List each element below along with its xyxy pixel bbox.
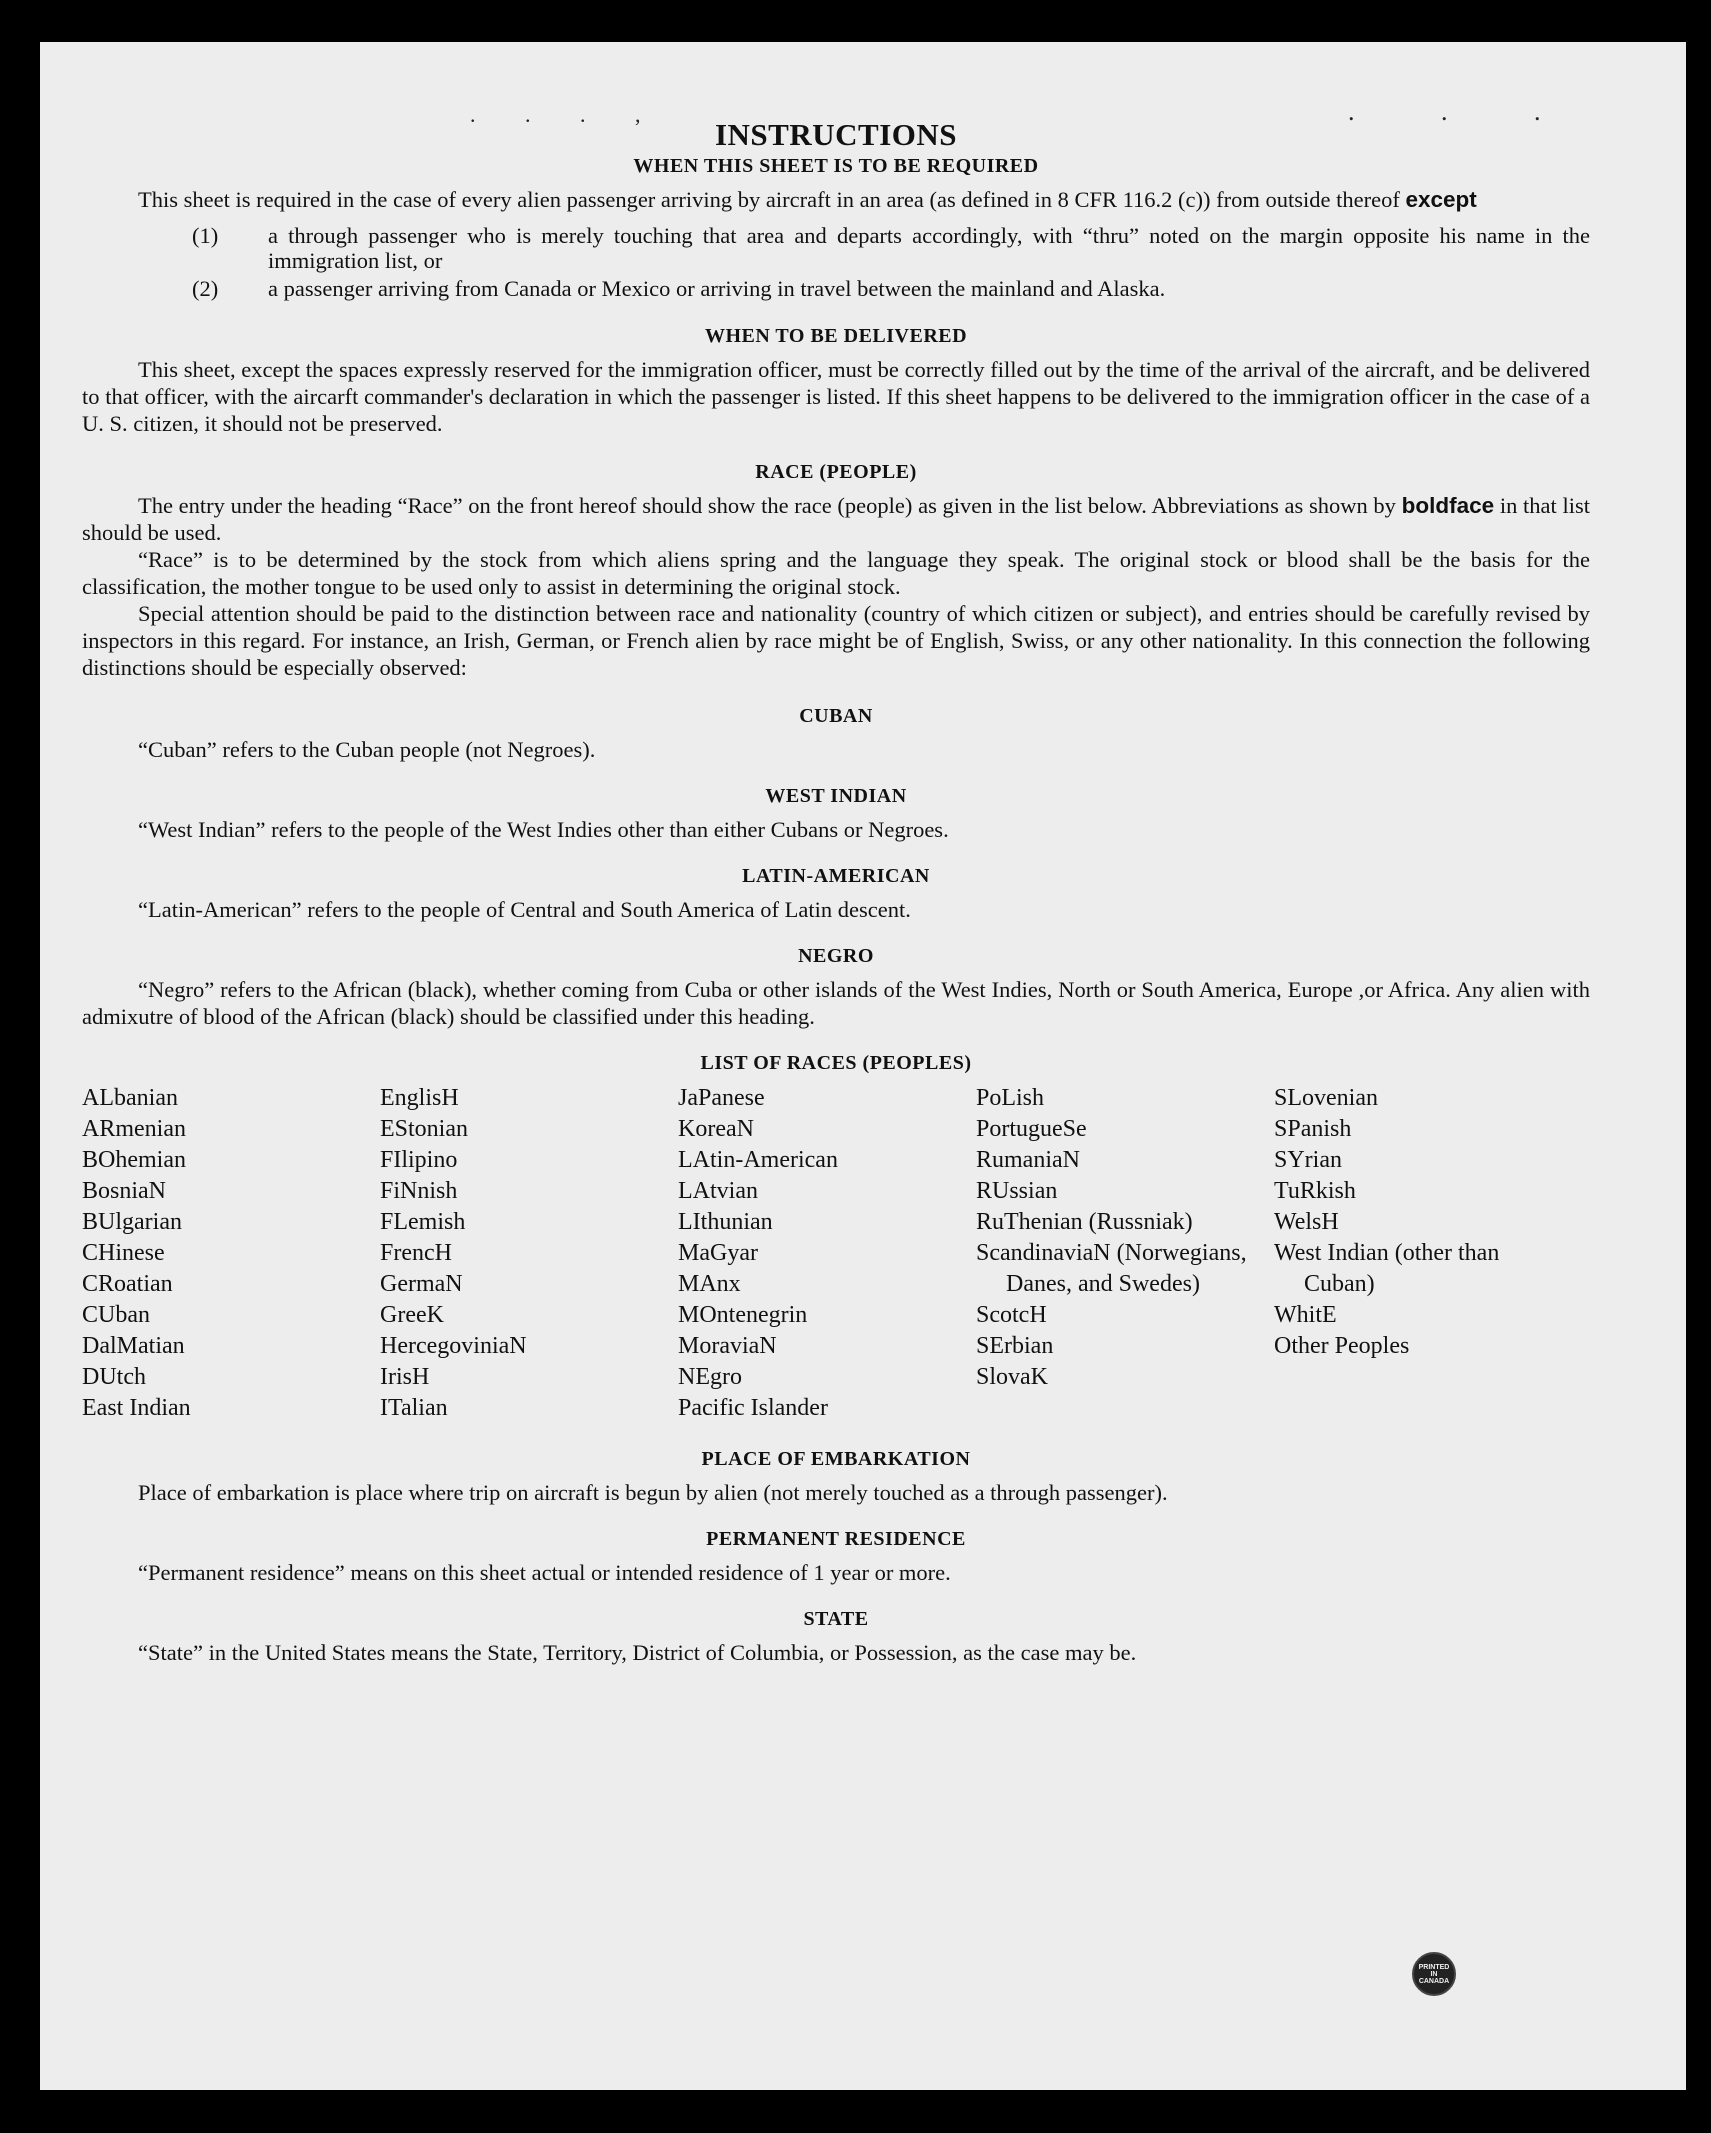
race-item: KoreaN xyxy=(678,1116,754,1142)
section-heading: RACE (PEOPLE) xyxy=(755,461,917,483)
race-item: ScandinaviaN (Norwegians, Danes, and Swedes) xyxy=(976,1240,1247,1297)
race-item: MaGyar xyxy=(678,1240,758,1266)
paragraph: “Race” is to be determined by the stock from which aliens spring and the language they speak. The original stock or blood shall be the basis for the classification, the mother tongue to be used only to assist in determining the original stock. xyxy=(82,547,1590,599)
race-item: RumaniaN xyxy=(976,1147,1080,1173)
race-item: Other Peoples xyxy=(1274,1333,1410,1359)
section-heading: PLACE OF EMBARKATION xyxy=(701,1448,971,1470)
race-item: FLemish xyxy=(380,1209,466,1235)
section-list-of-races xyxy=(82,1052,1590,1424)
race-item: SLovenian xyxy=(1274,1085,1378,1111)
list-item xyxy=(82,276,1590,301)
race-item: RuThenian (Russniak) xyxy=(976,1209,1193,1235)
paragraph-text: in that list should be used. xyxy=(82,493,1590,545)
race-item: FIlipino xyxy=(380,1147,458,1173)
item-number: (1) xyxy=(192,223,219,248)
document-page xyxy=(40,42,1686,2090)
list-item xyxy=(82,223,1590,273)
stamp-text: PRINTED xyxy=(1418,1963,1450,1971)
paragraph xyxy=(82,492,1590,546)
race-item: SErbian xyxy=(976,1333,1054,1359)
race-item: IrisH xyxy=(380,1364,430,1390)
paragraph xyxy=(82,186,1590,213)
race-item: PortugueSe xyxy=(976,1116,1087,1142)
race-item: WhitE xyxy=(1274,1302,1337,1328)
race-item: FrencH xyxy=(380,1240,452,1266)
section-negro xyxy=(82,945,1590,1030)
section-cuban xyxy=(82,705,1590,763)
race-item: BUlgarian xyxy=(82,1209,182,1235)
race-item: RUssian xyxy=(976,1178,1058,1204)
section-required xyxy=(82,155,1590,301)
race-item: ScotcH xyxy=(976,1302,1047,1328)
races-column xyxy=(1274,1083,1574,1424)
race-item: SlovaK xyxy=(976,1364,1048,1390)
race-item: WelsH xyxy=(1274,1209,1339,1235)
section-race xyxy=(82,461,1590,681)
race-item: TuRkish xyxy=(1274,1178,1356,1204)
race-item: CUban xyxy=(82,1302,150,1328)
scan-marks: . . . xyxy=(1348,97,1581,126)
race-item: EStonian xyxy=(380,1116,468,1142)
race-item: GermaN xyxy=(380,1271,463,1297)
paragraph: “Cuban” refers to the Cuban people (not Negroes). xyxy=(138,737,596,762)
section-heading: NEGRO xyxy=(798,945,874,967)
stamp-text: IN xyxy=(1430,1970,1438,1978)
race-item: MoraviaN xyxy=(678,1333,777,1359)
paragraph: “West Indian” refers to the people of the West Indies other than either Cubans or Negroes. xyxy=(138,817,949,842)
races-column xyxy=(380,1083,678,1424)
race-item: JaPanese xyxy=(678,1085,765,1111)
section-heading: LIST OF RACES (PEOPLES) xyxy=(700,1052,972,1074)
race-item: LIthunian xyxy=(678,1209,773,1235)
section-west-indian xyxy=(82,785,1590,843)
race-item: West Indian (other than Cuban) xyxy=(1274,1240,1500,1297)
paragraph: “State” in the United States means the State, Territory, District of Columbia, or Possession, as the case may be. xyxy=(138,1640,1137,1665)
race-item: ITalian xyxy=(380,1395,448,1421)
printed-in-canada-stamp xyxy=(1412,1952,1456,1996)
item-text: a passenger arriving from Canada or Mexico or arriving in travel between the mainland and Alaska. xyxy=(268,276,1166,301)
races-column xyxy=(678,1083,976,1424)
bold-text: boldface xyxy=(1401,493,1495,518)
document-body xyxy=(82,117,1590,1666)
race-item: MOntenegrin xyxy=(678,1302,808,1328)
race-item: BosniaN xyxy=(82,1178,166,1204)
races-grid xyxy=(82,1083,1590,1424)
race-item: DUtch xyxy=(82,1364,146,1390)
stamp-text: CANADA xyxy=(1418,1977,1450,1985)
section-heading: LATIN-AMERICAN xyxy=(742,865,930,887)
race-item: EnglisH xyxy=(380,1085,459,1111)
section-delivered xyxy=(82,325,1590,437)
races-column xyxy=(82,1083,380,1424)
race-item: CRoatian xyxy=(82,1271,173,1297)
race-item: SPanish xyxy=(1274,1116,1352,1142)
race-item: East Indian xyxy=(82,1395,191,1421)
item-number: (2) xyxy=(192,276,219,301)
races-column xyxy=(976,1083,1274,1424)
paragraph: “Negro” refers to the African (black), whether coming from Cuba or other islands of the West Indies, North or South America, Europe ,or Africa. Any alien with admixutre of blood of the African (black) should be classified under this heading. xyxy=(82,977,1590,1029)
section-heading: CUBAN xyxy=(799,705,873,727)
race-item: GreeK xyxy=(380,1302,444,1328)
section-embarkation xyxy=(82,1448,1590,1506)
race-item: MAnx xyxy=(678,1271,741,1297)
race-item: Pacific Islander xyxy=(678,1395,828,1421)
paragraph-text: The entry under the heading “Race” on the front hereof should show the race (people) as given in the list below. Abbreviations as shown by xyxy=(138,493,1402,518)
section-heading: WEST INDIAN xyxy=(765,785,907,807)
paragraph: Place of embarkation is place where trip on aircraft is begun by alien (not merely touched as a through passenger). xyxy=(138,1480,1168,1505)
paragraph: “Permanent residence” means on this sheet actual or intended residence of 1 year or more. xyxy=(138,1560,951,1585)
page-title: INSTRUCTIONS xyxy=(714,117,957,152)
exception-list xyxy=(82,223,1590,301)
race-item: FiNnish xyxy=(380,1178,458,1204)
paragraph: “Latin-American” refers to the people of Central and South America of Latin descent. xyxy=(138,897,911,922)
section-latin-american xyxy=(82,865,1590,923)
race-item: CHinese xyxy=(82,1240,165,1266)
section-heading: WHEN THIS SHEET IS TO BE REQUIRED xyxy=(633,155,1039,177)
paragraph-text: This sheet is required in the case of every alien passenger arriving by aircraft in an area (as defined in 8 CFR 116.2 (c)) from outside thereof xyxy=(138,187,1406,212)
section-heading: STATE xyxy=(803,1608,869,1630)
item-text: a through passenger who is merely touching that area and departs accordingly, with “thru” noted on the margin opposite his name in the immigration list, or xyxy=(268,223,1590,273)
scan-marks: . . . , xyxy=(470,102,663,127)
race-item: ALbanian xyxy=(82,1085,178,1111)
paragraph: This sheet, except the spaces expressly reserved for the immigration officer, must be correctly filled out by the time of the arrival of the aircraft, and be delivered to that officer, with the aircarft commander's declaration in which the passenger is listed. If this sheet happens to be delivered to the immigration officer in the case of a U. S. citizen, it should not be preserved. xyxy=(82,357,1590,436)
race-item: SYrian xyxy=(1274,1147,1342,1173)
race-item: BOhemian xyxy=(82,1147,186,1173)
section-heading: PERMANENT RESIDENCE xyxy=(706,1528,966,1550)
race-item: HercegoviniaN xyxy=(380,1333,527,1359)
race-item: ARmenian xyxy=(82,1116,186,1142)
race-item: LAtvian xyxy=(678,1178,758,1204)
bold-text: except xyxy=(1405,187,1477,212)
race-item: DalMatian xyxy=(82,1333,185,1359)
race-item: PoLish xyxy=(976,1085,1045,1111)
race-item: NEgro xyxy=(678,1364,742,1390)
race-item: LAtin-American xyxy=(678,1147,838,1173)
section-heading: WHEN TO BE DELIVERED xyxy=(704,325,968,347)
section-state xyxy=(82,1608,1590,1666)
paragraph: Special attention should be paid to the distinction between race and nationality (country of which citizen or subject), and entries should be carefully revised by inspectors in this regard. For instance, an Irish, German, or French alien by race might be of English, Swiss, or any other nationality. In this connection the following distinctions should be especially observed: xyxy=(82,601,1590,680)
section-residence xyxy=(82,1528,1590,1586)
